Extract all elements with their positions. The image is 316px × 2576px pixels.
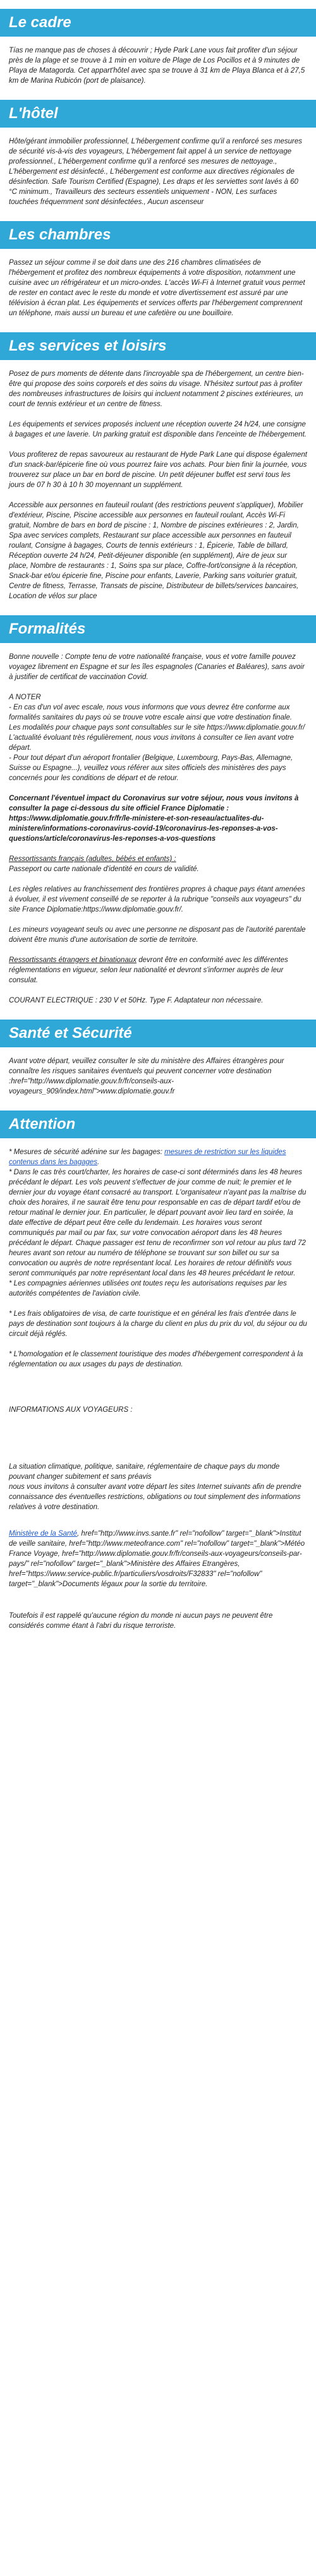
paragraph: Vous profiterez de repas savoureux au restaurant de Hyde Park Lane qui dispose également d'un snack-bar/épicerie fine où vous pourrez faire vos achats. Pour bien finir la journée, vous trouverez sur place un bar en bord de piscine. Un petit déjeuner buffet est servi tous les jours de 07 h 30 à 10 h 30 moyennant un supplément. (9, 451, 307, 489)
paragraph-text: devront être en conformité avec les différentes réglementations en vigueur, selon leur nationalité et devront s'informer auprès de leur consulat. (9, 956, 288, 984)
paragraph (9, 1147, 307, 1167)
section-title: Les chambres (0, 221, 316, 249)
paragraph-text: * Mesures de sécurité adénine sur les bagages: (9, 1148, 165, 1156)
paragraph: Les règles relatives au franchissement des frontières propres à chaque pays étant amenées à évoluer, il est vivement conseillé de se reporter à la rubrique "conseils aux voyageurs" du site France Diplomatie:https://www.diplomatie.gouv.fr/. (9, 886, 305, 913)
page (0, 9, 316, 1631)
section-title: Les services et loisirs (0, 332, 316, 360)
section-title: Attention (0, 1110, 316, 1138)
paragraph: Avant votre départ, veuillez consulter le site du ministère des Affaires étrangères pour connaître les risques sanitaires éventuels qui peuvent concerner votre destination :href="http://www.diplomatie.gouv.fr/fr/conseils-aux-voyageurs_909/index.html">www.diplomatie.gouv.fr (9, 1057, 284, 1095)
section-cadre (0, 9, 316, 86)
paragraph: Bonne nouvelle : Compte tenu de votre nationalité française, vous et votre famille pouvez voyagez librement en Espagne et sur les îles espagnoles (Canaries et Baléares), sans avoir à justifier de certificat de vaccination Covid. (9, 653, 305, 681)
spacer (9, 1425, 307, 1462)
paragraph: Accessible aux personnes en fauteuil roulant (des restrictions peuvent s'appliquer), Mobilier d'extérieur, Piscine, Piscine accessible aux personnes en fauteuil roulant, Accès Wi-Fi gratuit, Nombre de bars en bord de piscine : 1, Nombre de piscines extérieures : 2, Jardin, Spa avec services complets, Restaurant sur place accessible aux personnes en fauteuil roulant, Consigne à bagages, Courts de tennis extérieurs : 1, Épicerie, Table de billard, Réception ouverte 24 h/24, Petit-déjeuner disponible (en supplément), Aire de jeux sur place, Nombre de restaurants : 1, Soins spa sur place, Coffre-fort/consigne à la réception, Snack-bar et/ou épicerie fine, Piscine pour enfants, Laverie, Parking sans voiturier gratuit, Centre de fitness, Terrasse, Transats de piscine, Distributeur de billets/services bancaires, Location de vélos sur place (9, 502, 303, 600)
paragraph: Posez de purs moments de détente dans l'incroyable spa de l'hébergement, un centre bien-être qui propose des soins corporels et des soins du visage. N'hésitez surtout pas à profiter des nombreuses infrastructures de loisirs qui incluent notamment 2 piscines extérieures, un court de tennis extérieur et un centre de fitness. (9, 370, 304, 408)
section-title: Formalités (0, 615, 316, 643)
paragraph: Les équipements et services proposés incluent une réception ouverte 24 h/24, une consigne à bagages et une laverie. Un parking gratuit est disponible dans l'enceinte de l'hébergement. (9, 421, 307, 438)
note-title: A NOTER (9, 694, 41, 701)
section-sante (0, 1020, 316, 1097)
section-formalites (0, 615, 316, 1006)
paragraph: Passez un séjour comme il se doit dans une des 216 chambres climatisées de l'hébergement et profitez des nombreux équipements à votre disposition, notamment une cuisine avec un réfrigérateur et un micro-ondes. L'accès Wi-Fi à Internet gratuit vous permet de rester en contact avec le reste du monde et votre divertissement est assuré par une télévision à écran plat. Les équipements et services offerts par l'hébergement comprennent un téléphone, mais aussi un bureau et une cafetière ou une bouilloire. (9, 259, 305, 317)
paragraph: Tías ne manque pas de choses à découvrir ; Hyde Park Lane vous fait profiter d'un séjour près de la plage et se trouve à 1 min en voiture de Plage de Los Pocillos et à 9 minutes de Playa de Matagorda. Cet appart'hôtel avec spa se trouve à 31 km de Playa Blanca et à 27,5 km de Marina Rubicón (port de plaisance). (9, 47, 305, 85)
paragraph: - En cas d'un vol avec escale, nous vous informons que vous devrez être conforme aux formalités sanitaires du pays où se trouve votre escale ainsi que votre destination finale. Les modalités pour chaque pays sont consultables sur le site https://www.diplomatie.gouv.fr/ L'actualité évoluant très régulièrement, nous vous invitons à consulter ce lien avant votre départ. - Pour tout départ d'un aéroport frontalier (Belgique, Luxembourg, Pays-Bas, Allemagne, Suisse ou Espagne...), veuillez vous référer aux sites officiels des ministères des pays concernés pour les conditions de départ et de retour. (9, 704, 305, 782)
section-title: Le cadre (0, 9, 316, 37)
covid-notice: Concernant l'éventuel impact du Coronavirus sur votre séjour, nous vous invitons à consulter la page ci-dessous du site officiel France Diplomatie : https://www.diplomatie.gouv.fr/fr/le-ministere-et-son-reseau/actualites-du-ministere/informations-coronavirus-covid-19/coronavirus-les-reponses-a-vos-questions/article/coronavirus-les-reponses-a-vos-questions (9, 795, 299, 843)
paragraph: * Les frais obligatoires de visa, de carte touristique et en général les frais d'entrée dans le pays de destination sont toujours à la charge du client en plus du prix du vol, du séjour ou du circuit déjà réglés. (9, 1310, 307, 1338)
section-attention (0, 1110, 316, 1631)
section-title: L'hôtel (0, 100, 316, 128)
paragraph-text: . (97, 1159, 100, 1166)
paragraph (9, 955, 307, 985)
paragraph: Les mineurs voyageant seuls ou avec une personne ne disposant pas de l'autorité parentale doivent être munis d'une autorisation de sortie de territoire. (9, 926, 306, 944)
paragraph: La situation climatique, politique, sanitaire, réglementaire de chaque pays du monde pouvant changer subitement et sans préavis nous vous invitons à consulter avant votre départ les sites Internet suivants afin de prendre connaissance des éventuelles restrictions, obligations ou tout simplement des informations relatives à votre destination. (9, 1463, 301, 1511)
paragraph: COURANT ELECTRIQUE : 230 V et 50Hz. Type F. Adaptateur non nécessaire. (9, 997, 264, 1004)
paragraph: * Dans le cas très court/charter, les horaires de case-ci sont déterminés dans les 48 heures précédant le départ. Les vols peuvent s'effectuer de jour comme de nuit; le premier et le dernier jour du voyage étant consacré au transport. L'organisateur n'ayant pas la maîtrise du choix des horaires, il ne saurait être tenu pour responsable en cas de départ tardif et/ou de retour matinal le dernier jour. En particulier, le départ pouvant avoir lieu tard en soirée, la date effective de départ peut être celle du lendemain. Les horaires vous seront communiqués par mail ou par fax, sur votre convocation aéroport dans les 48 heures précédant le départ. Chaque passager est tenu de reconfirmer son vol retour au plus tard 72 heures avant son retour au numéro de téléphone se trouvant sur son billet ou sur sa convocation ou auprès de notre représentant local. Les horaires de retour définitifs vous seront communiqués par notre représentant local dans les 48 heures précédant le retour. * Les compagnies aériennes utilisées ont toutes reçu les autorisations requises par les autorités compétentes de l'aviation civile. (9, 1169, 307, 1297)
paragraph: Toutefois il est rappelé qu'aucune région du monde ni aucun pays ne peuvent être considérés comme étant à l'abri du risque terroriste. (9, 1612, 273, 1630)
section-hotel (0, 100, 316, 207)
paragraph-text: , href="http://www.invs.sante.fr" rel="nofollow" target="_blank">Institut de veille sanitaire, href="http://www.meteofrance.com" rel="nofollow" target="_blank">Météo France Voyage, href="http://www.diplomatie.gouv.fr/fr/conseils-aux-voyageurs/conseils-par-pays/" rel="nofollow" target="_blank">Ministère des Affaires Etrangères, href="https://www.service-public.fr/particuliers/vosdroits/F32833" rel="nofollow" target="_blank">Documents légaux pour la sortie du territoire. (9, 1530, 305, 1588)
paragraph (9, 1529, 307, 1589)
subheading: INFORMATIONS AUX VOYAGEURS : (9, 1406, 133, 1414)
liquids-restriction-link[interactable]: mesures de restriction sur les liquides contenus dans les bagages (9, 1148, 286, 1166)
spacer (9, 1599, 307, 1611)
paragraph: Hôte/gérant immobilier professionnel, L'hébergement confirme qu'il a renforcé ses mesures de sécurité vis-à-vis des voyageurs, L'hébergement fait appel à un service de nettoyage professionnel., L'hébergement confirme qu'il a renforcé ses mesures de nettoyage., L'hébergement est désinfecté., L'hébergement est conforme aux directives régionales de désinfection. Safe Tourism Certified (Espagne), Les draps et les serviettes sont lavés à 60 °C minimum., Travailleurs des secteurs essentiels uniquement - NON, Les surfaces touchées fréquemment sont désinfectées., Aucun ascenseur (9, 138, 302, 206)
paragraph: * L'homologation et le classement touristique des modes d'hébergement correspondent à la réglementation ou aux usages du pays de destination. (9, 1351, 303, 1368)
section-services (0, 332, 316, 601)
spacer (9, 1522, 307, 1529)
paragraph: Passeport ou carte nationale d'identité en cours de validité. (9, 865, 199, 873)
subheading: Ressortissants français (adultes, bébés et enfants) : (9, 855, 176, 863)
section-title: Santé et Sécurité (0, 1020, 316, 1047)
subheading-inline: Ressortissants étrangers et binationaux (9, 956, 137, 964)
spacer (9, 1380, 307, 1405)
section-chambres (0, 221, 316, 318)
ministere-sante-link[interactable]: Ministère de la Santé (9, 1530, 78, 1538)
